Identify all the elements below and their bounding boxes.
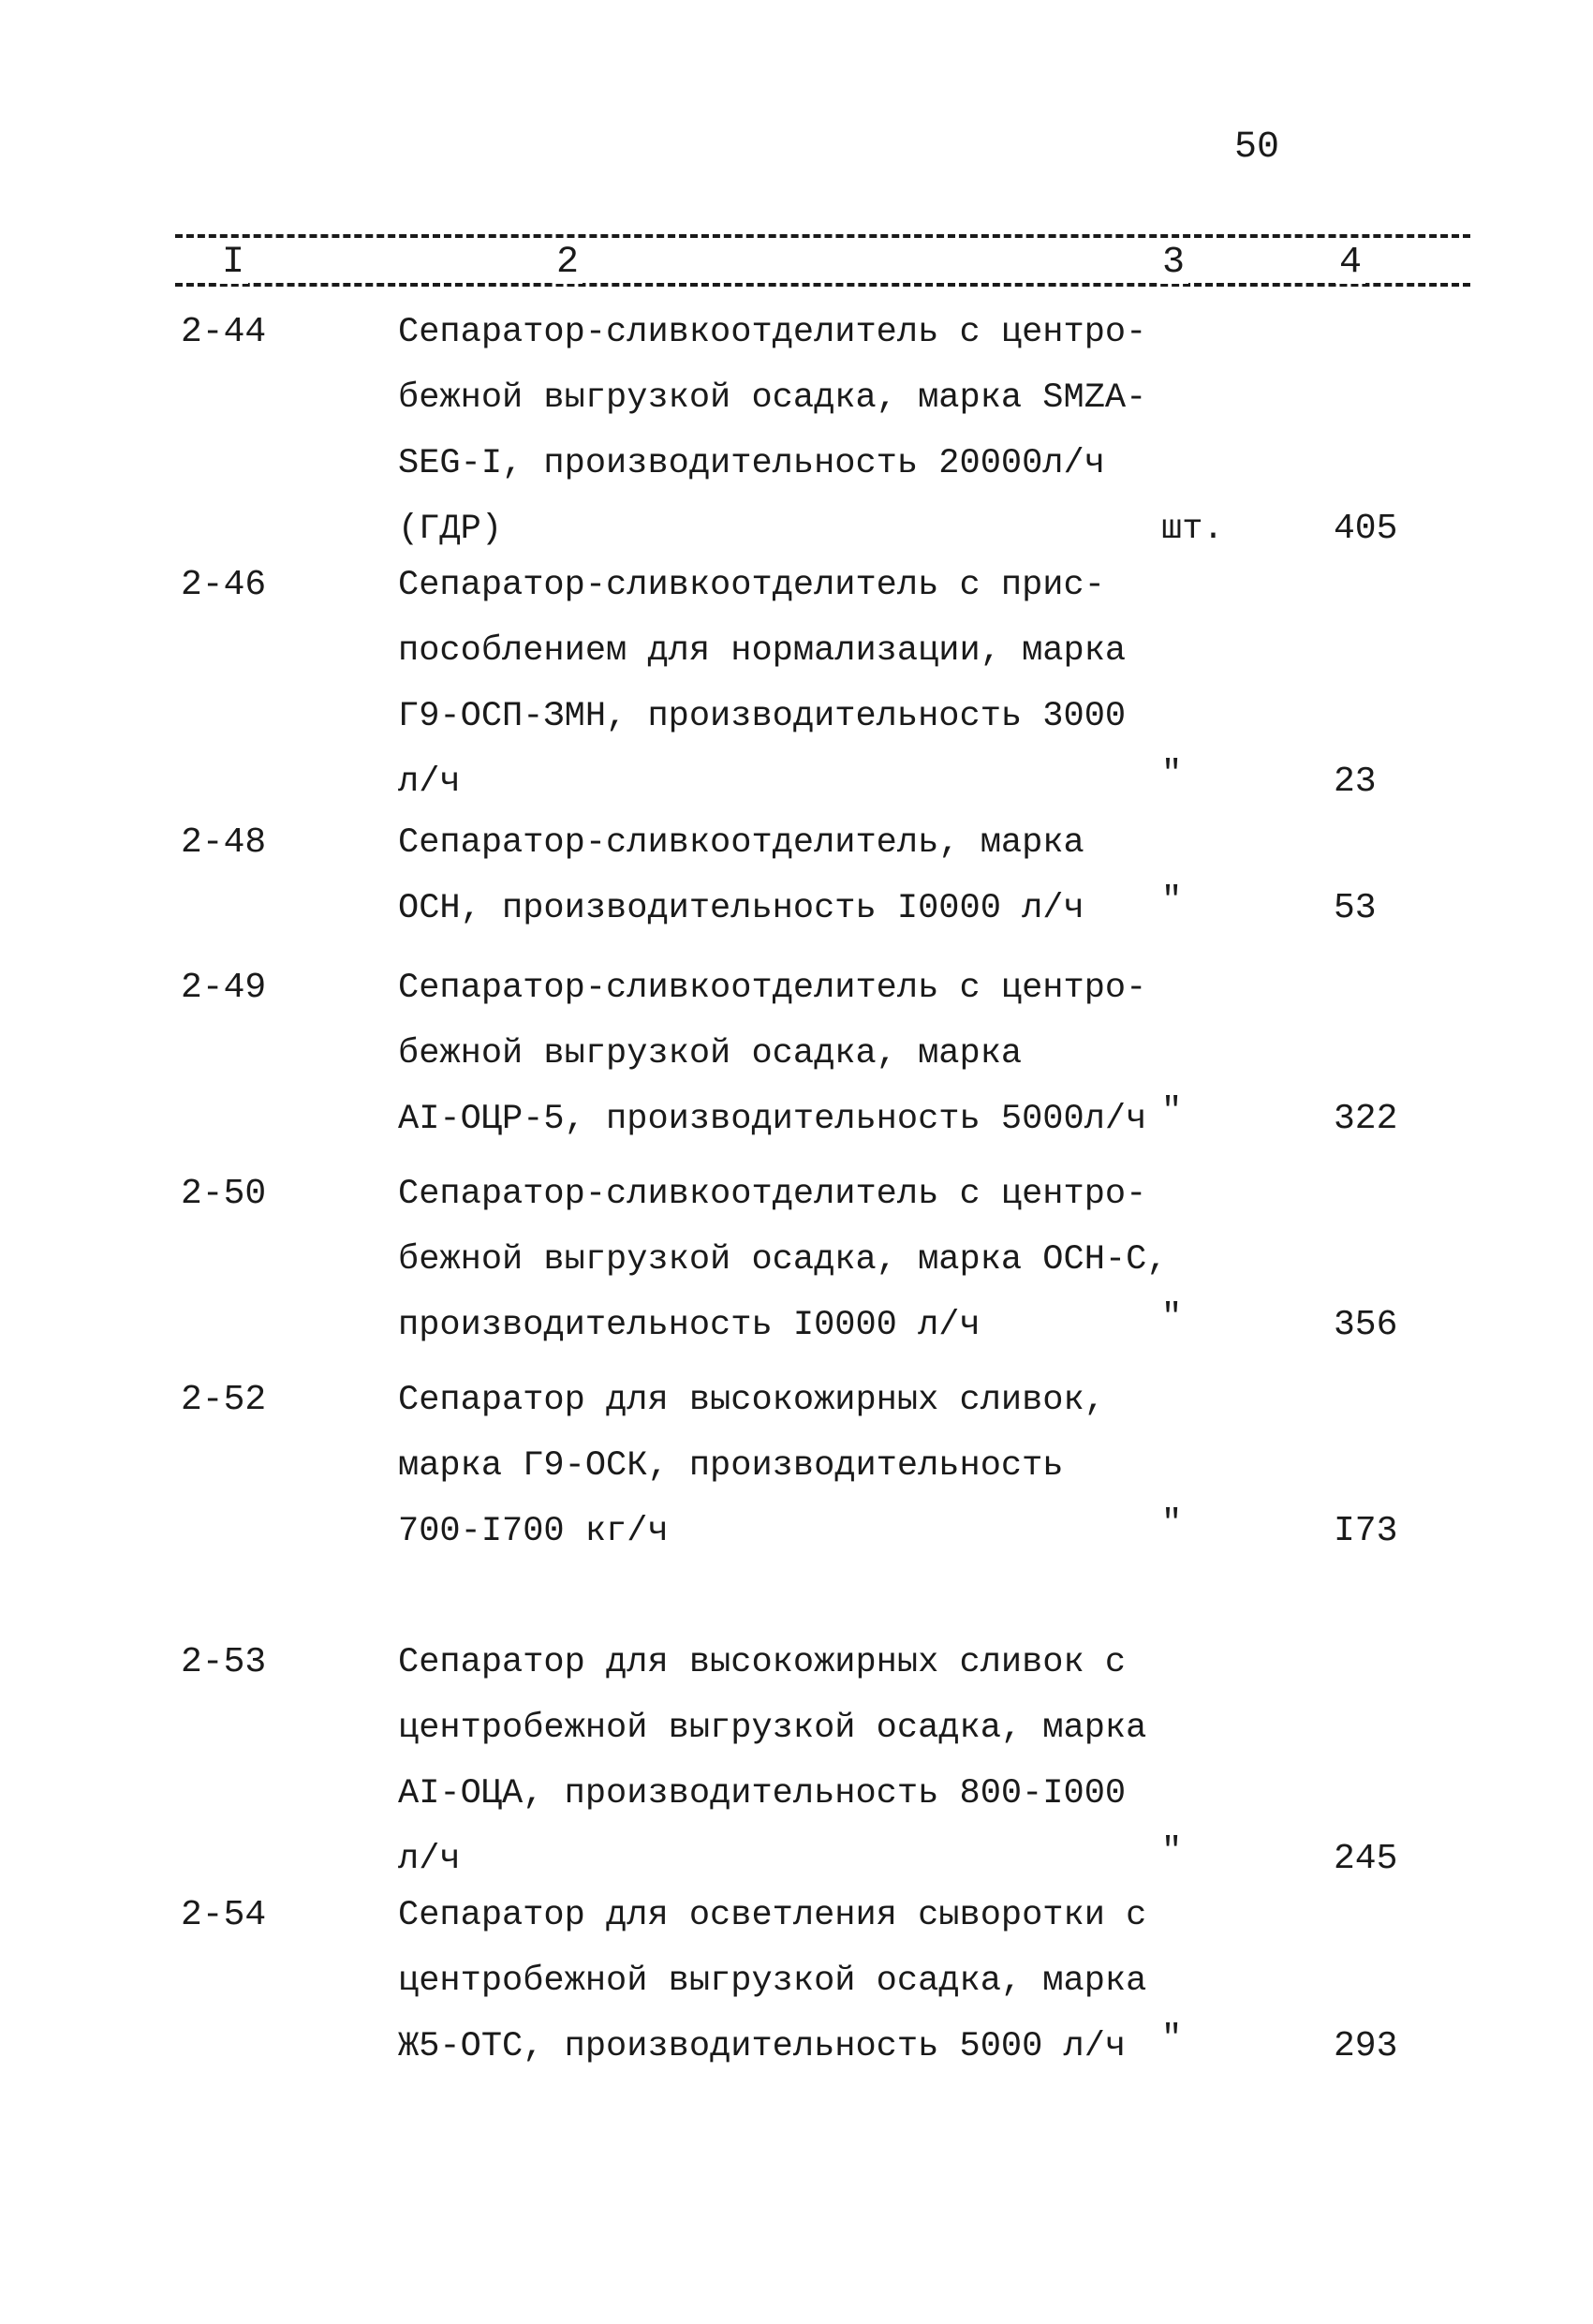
item-description [398,810,1147,941]
description-line: AI-ОЦР-5, производительность 5000л/ч [398,1100,1147,1139]
column-header-4: 4 [1335,242,1365,284]
item-unit: " [1161,1092,1183,1132]
item-price: I73 [1334,1511,1398,1551]
description-line: Сепаратор-сливкоотделитель с прис- [398,566,1105,605]
item-code: 2-53 [181,1642,267,1682]
description-line: Сепаратор для осветления сыворотки с [398,1896,1147,1935]
description-line: центробежной выгрузкой осадка, марка [398,1961,1147,2001]
description-line: Сепаратор для высокожирных сливок с [398,1643,1127,1682]
description-line: пособлением для нормализации, марка [398,631,1127,671]
item-description [398,1368,1147,1564]
description-line: бежной выгрузкой осадка, марка SMZA- [398,378,1147,418]
item-unit: " [1161,1832,1183,1872]
column-header-1: I [218,242,248,284]
table-header-rule [175,283,1470,287]
item-description [398,955,1147,1152]
description-line: центробежной выгрузкой осадка, марка [398,1709,1147,1748]
item-code: 2-48 [181,822,267,863]
item-unit: " [1161,1298,1183,1338]
description-line: производительность I0000 л/ч [398,1306,981,1345]
description-line: бежной выгрузкой осадка, марка [398,1034,1023,1073]
description-line: 700-I700 кг/ч [398,1512,669,1551]
page-number: 50 [1234,126,1280,169]
description-line: AI-ОЦА, производительность 800-I000 [398,1774,1127,1813]
item-unit: шт. [1161,510,1224,549]
item-code: 2-49 [181,968,267,1008]
item-price: 23 [1334,762,1377,802]
item-code: 2-54 [181,1895,267,1935]
item-price: 53 [1334,888,1377,928]
description-line: ОСН, производительность I0000 л/ч [398,889,1084,928]
item-unit: " [1161,755,1183,794]
item-description [398,300,1147,562]
description-line: (ГДР) [398,510,503,549]
item-code: 2-50 [181,1174,267,1214]
description-line: Сепаратор-сливкоотделитель с центро- [398,969,1147,1008]
item-description [398,1883,1147,2080]
item-description [398,553,1147,815]
description-line: Г9-ОСП-ЗМН, производительность 3000 [398,697,1127,736]
item-code: 2-44 [181,312,267,352]
description-line: Сепаратор-сливкоотделитель с центро- [398,313,1147,352]
item-price: 405 [1334,509,1398,549]
description-line: л/ч [398,1840,461,1879]
item-description [398,1630,1147,1892]
description-line: л/ч [398,762,461,802]
column-header-2: 2 [553,242,583,284]
item-unit: " [1161,1504,1183,1544]
item-price: 356 [1334,1305,1398,1345]
description-line: марка Г9-ОСК, производительность [398,1446,1064,1486]
description-line: бежной выгрузкой осадка, марка ОСН-С, [398,1240,1168,1280]
description-line: Сепаратор для высокожирных сливок, [398,1381,1105,1420]
description-line: Ж5-ОТС, производительность 5000 л/ч [398,2027,1127,2066]
item-price: 245 [1334,1839,1398,1879]
description-line: SEG-I, производительность 20000л/ч [398,444,1105,483]
description-line: Сепаратор-сливкоотделитель, марка [398,823,1084,863]
item-code: 2-46 [181,565,267,605]
item-code: 2-52 [181,1380,267,1420]
item-unit: " [1161,881,1183,921]
item-price: 322 [1334,1099,1398,1139]
column-header-3: 3 [1158,242,1188,284]
item-description [398,1162,1168,1358]
item-price: 293 [1334,2026,1398,2066]
table-top-rule [175,234,1470,238]
item-unit: " [1161,2020,1183,2059]
description-line: Сепаратор-сливкоотделитель с центро- [398,1175,1147,1214]
